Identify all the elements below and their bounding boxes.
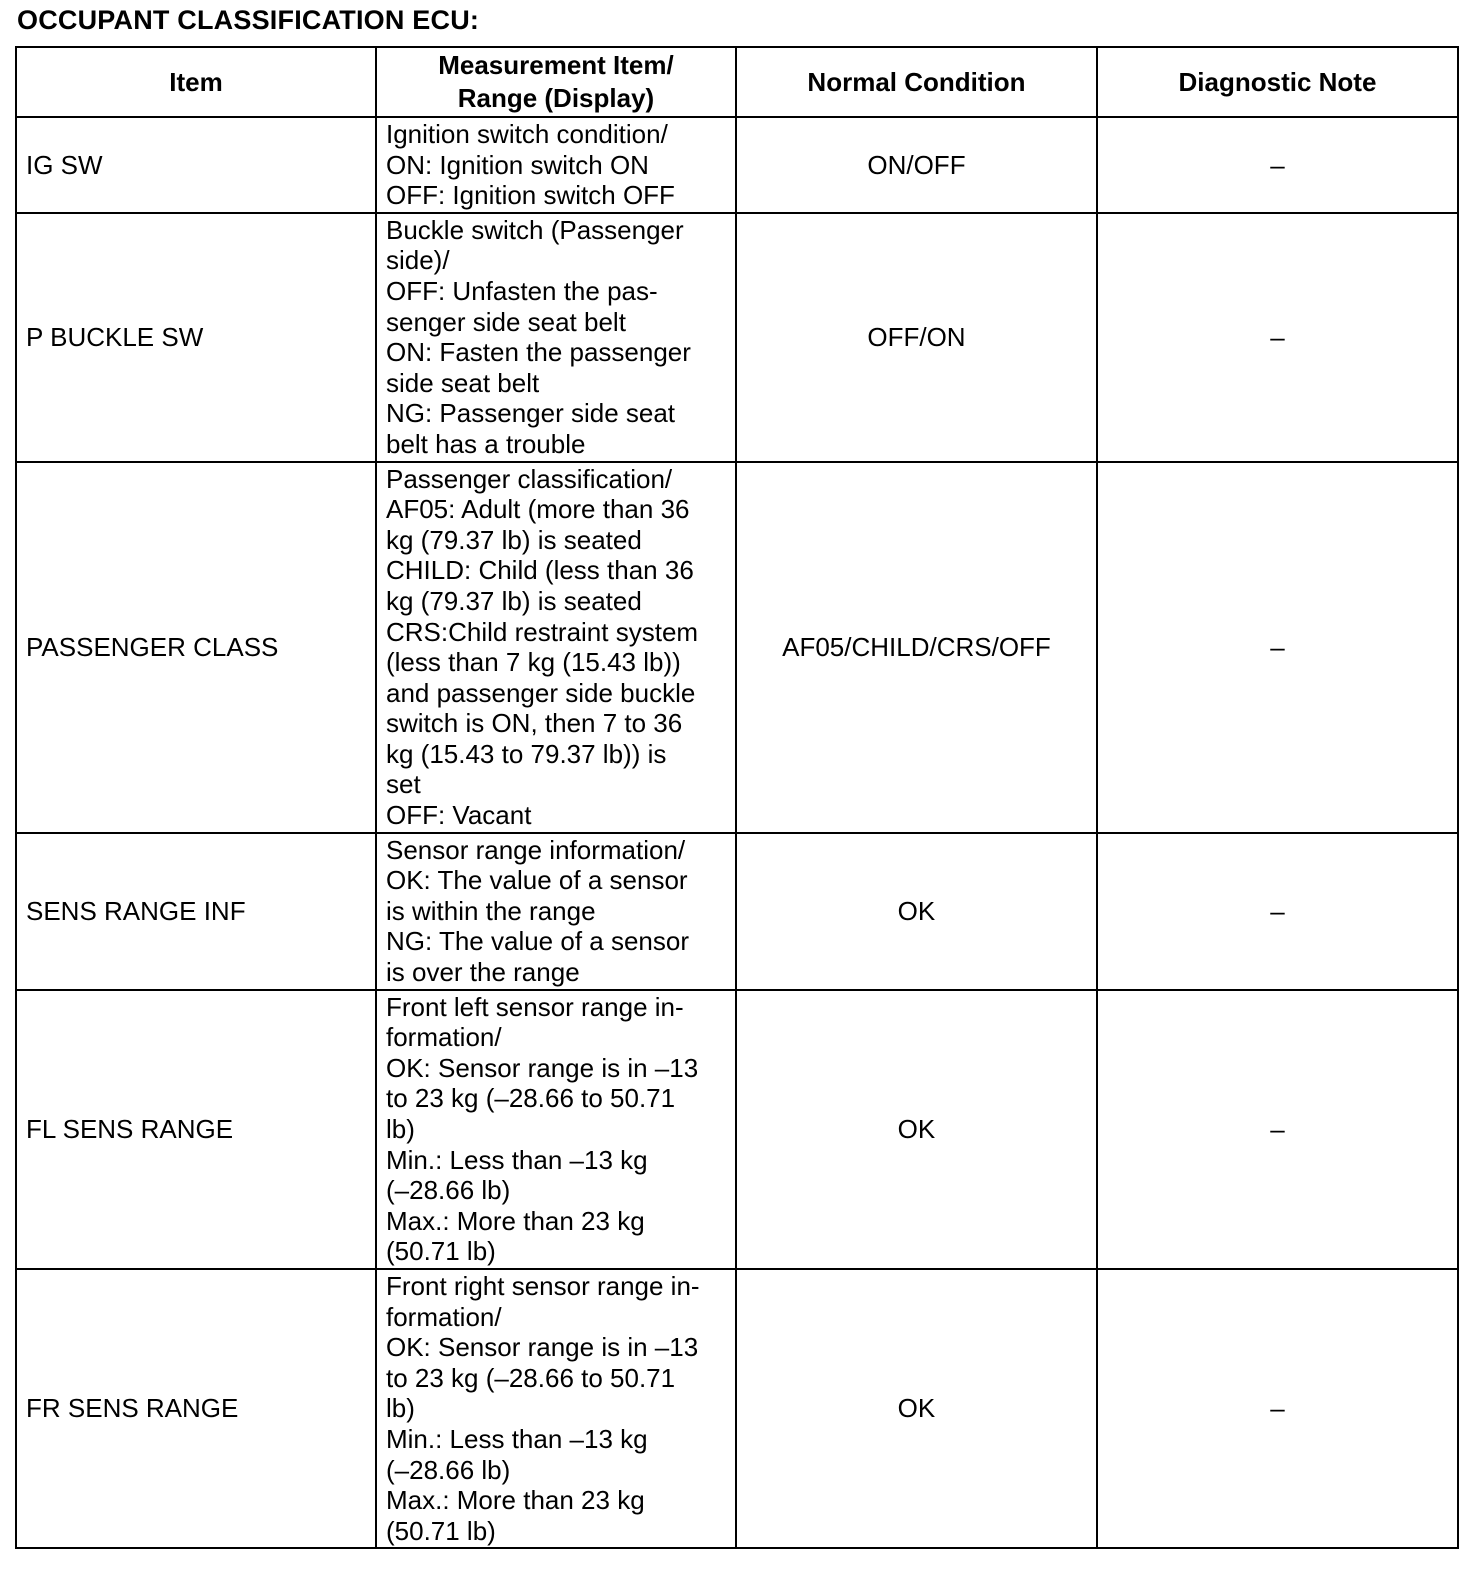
item-cell: PASSENGER CLASS	[16, 462, 376, 833]
normal-condition-cell: OFF/ON	[736, 213, 1097, 462]
measurement-line: OFF: Unfasten the pas-	[385, 275, 658, 306]
measurement-line: Front right sensor range in-	[385, 1270, 700, 1301]
diagnostic-note-cell: –	[1097, 462, 1458, 833]
measurement-line: set	[385, 769, 421, 800]
measurement-line: to 23 kg (–28.66 to 50.71	[385, 1362, 676, 1393]
measurement-line: lb)	[385, 1114, 415, 1144]
normal-condition-cell: OK	[736, 990, 1097, 1269]
header-item: Item	[16, 47, 376, 117]
measurement-line: Ignition switch condition/	[385, 119, 668, 149]
measurement-line: Max.: More than 23 kg	[385, 1485, 645, 1516]
measurement-cell	[376, 833, 736, 990]
measurement-line: Min.: Less than –13 kg	[385, 1144, 648, 1175]
measurement-line: OFF: Vacant	[385, 800, 532, 831]
header-normal-condition: Normal Condition	[736, 47, 1097, 117]
diagnostic-note-cell: –	[1097, 990, 1458, 1269]
measurement-cell	[376, 213, 736, 462]
measurement-line: kg (79.37 lb) is seated	[385, 524, 642, 555]
measurement-line: Buckle switch (Passenger	[385, 214, 684, 245]
measurement-line: (50.71 lb)	[385, 1236, 496, 1267]
measurement-line: side)/	[385, 245, 450, 276]
measurement-line: side seat belt	[385, 367, 540, 398]
measurement-line: Front left sensor range in-	[385, 991, 684, 1022]
item-cell: FL SENS RANGE	[16, 990, 376, 1269]
table-row	[16, 1269, 1458, 1548]
measurement-line: is over the range	[385, 957, 580, 988]
header-measurement-line1: Measurement Item/	[438, 50, 674, 80]
measurement-line: is within the range	[385, 895, 596, 926]
measurement-line: kg (15.43 to 79.37 lb)) is	[385, 738, 667, 769]
measurement-line: ON: Ignition switch ON	[385, 149, 649, 180]
measurement-line: senger side seat belt	[385, 306, 626, 337]
measurement-line: ON: Fasten the passenger	[385, 337, 691, 368]
item-cell: FR SENS RANGE	[16, 1269, 376, 1548]
measurement-cell	[376, 462, 736, 833]
item-cell: IG SW	[16, 117, 376, 213]
measurement-line: Passenger classification/	[385, 463, 673, 494]
table-row	[16, 462, 1458, 833]
diagnostic-note-cell: –	[1097, 213, 1458, 462]
table-row	[16, 990, 1458, 1269]
measurement-line: NG: Passenger side seat	[385, 398, 676, 429]
measurement-line: and passenger side buckle	[385, 677, 696, 708]
measurement-line: (–28.66 lb)	[385, 1454, 511, 1485]
header-measurement	[376, 47, 736, 117]
measurement-line: (–28.66 lb)	[385, 1175, 511, 1206]
diagnostic-note-cell: –	[1097, 1269, 1458, 1548]
measurement-line: Max.: More than 23 kg	[385, 1205, 645, 1236]
page-title: OCCUPANT CLASSIFICATION ECU:	[17, 5, 480, 35]
measurement-line: OK: Sensor range is in –13	[385, 1332, 699, 1363]
item-cell: P BUCKLE SW	[16, 213, 376, 462]
measurement-line: Min.: Less than –13 kg	[385, 1423, 648, 1454]
header-measurement-line2: Range (Display)	[457, 83, 655, 113]
table-row	[16, 213, 1458, 462]
measurement-line: belt has a trouble	[385, 428, 586, 459]
measurement-line: formation/	[385, 1301, 502, 1332]
measurement-line: OK: The value of a sensor	[385, 865, 688, 896]
measurement-cell	[376, 990, 736, 1269]
table-row	[16, 833, 1458, 990]
measurement-line: lb)	[385, 1393, 415, 1424]
normal-condition-cell: AF05/CHILD/CRS/OFF	[736, 462, 1097, 833]
measurement-line: CHILD: Child (less than 36	[385, 555, 694, 586]
measurement-line: AF05: Adult (more than 36	[385, 494, 690, 525]
measurement-line: (less than 7 kg (15.43 lb))	[385, 647, 681, 678]
measurement-cell	[376, 117, 736, 213]
normal-condition-cell: OK	[736, 1269, 1097, 1548]
measurement-line: Sensor range information/	[385, 834, 686, 865]
item-cell: SENS RANGE INF	[16, 833, 376, 990]
diagnostic-note-cell: –	[1097, 117, 1458, 213]
header-row	[16, 47, 1458, 117]
measurement-line: to 23 kg (–28.66 to 50.71	[385, 1083, 676, 1114]
measurement-line: OFF: Ignition switch OFF	[385, 180, 675, 211]
data-list-table	[15, 46, 1459, 1549]
measurement-line: formation/	[385, 1022, 502, 1053]
table-row	[16, 117, 1458, 213]
measurement-line: NG: The value of a sensor	[385, 926, 689, 957]
normal-condition-cell: OK	[736, 833, 1097, 990]
measurement-line: switch is ON, then 7 to 36	[385, 708, 683, 739]
measurement-line: CRS:Child restraint system	[385, 616, 699, 647]
diagnostic-note-cell: –	[1097, 833, 1458, 990]
measurement-line: kg (79.37 lb) is seated	[385, 585, 642, 616]
measurement-line: OK: Sensor range is in –13	[385, 1052, 699, 1083]
normal-condition-cell: ON/OFF	[736, 117, 1097, 213]
measurement-line: (50.71 lb)	[385, 1515, 496, 1546]
measurement-cell	[376, 1269, 736, 1548]
header-diagnostic-note: Diagnostic Note	[1097, 47, 1458, 117]
